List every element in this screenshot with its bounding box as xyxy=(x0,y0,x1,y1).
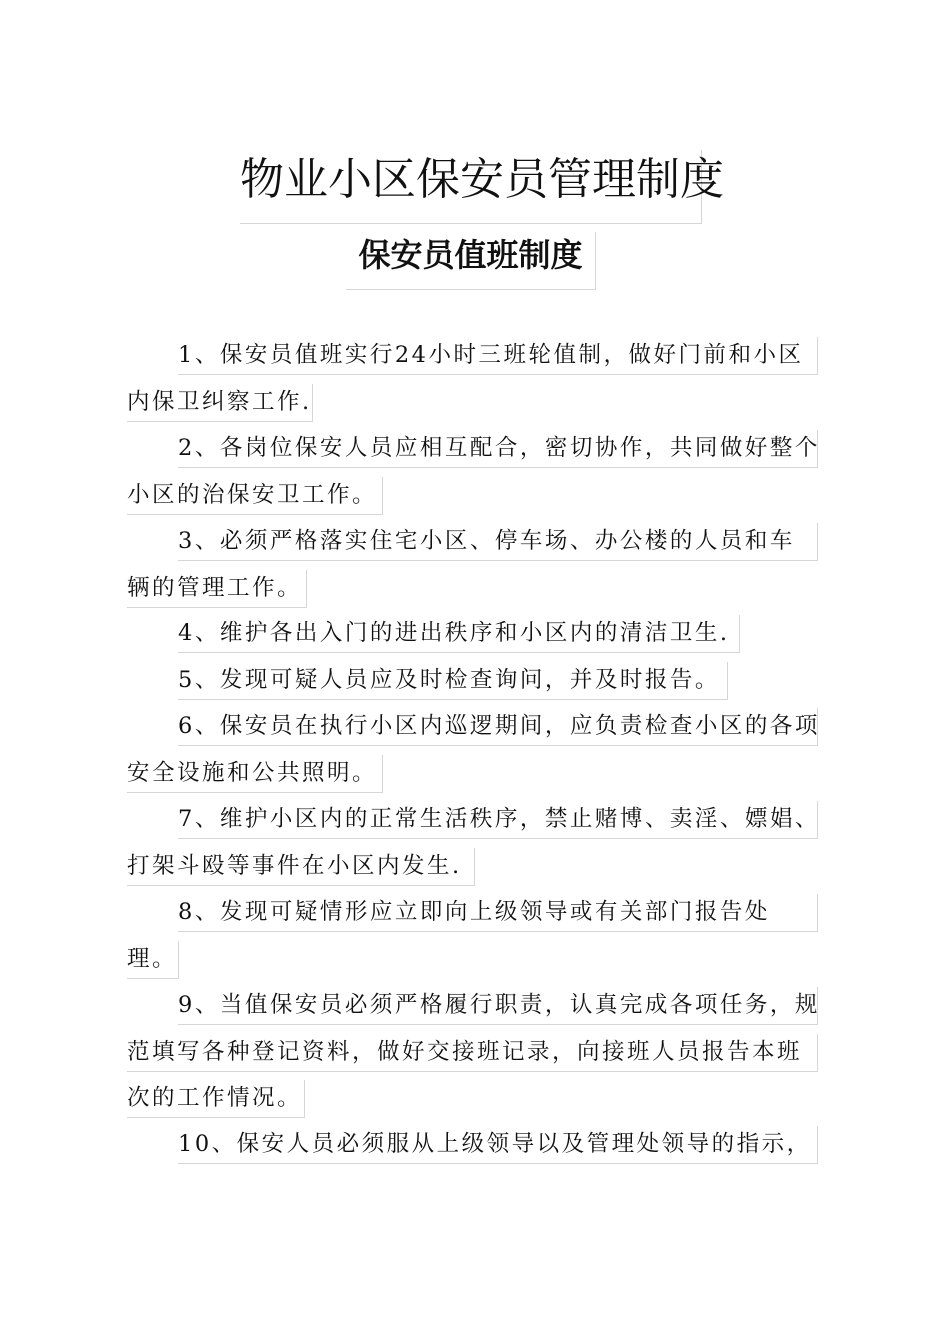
paragraph-line: 7、维护小区内的正常生活秩序，禁止赌博、卖淫、嫖娼、 xyxy=(178,801,818,839)
paragraph-line: 10、保安人员必须服从上级领导以及管理处领导的指示， xyxy=(178,1126,818,1164)
paragraph-line: 5、发现可疑人员应及时检查询问，并及时报告。 xyxy=(178,662,728,700)
paragraph-line: 安全设施和公共照明。 xyxy=(127,755,383,793)
paragraph-line: 9、当值保安员必须严格履行职责，认真完成各项任务，规 xyxy=(178,987,818,1025)
paragraph-line: 3、必须严格落实住宅小区、停车场、办公楼的人员和车 xyxy=(178,523,818,561)
paragraph-line: 内保卫纠察工作. xyxy=(127,384,313,422)
paragraph-line: 次的工作情况。 xyxy=(127,1080,305,1118)
paragraph-line: 4、维护各出入门的进出秩序和小区内的清洁卫生. xyxy=(178,615,740,653)
paragraph-line: 2、各岗位保安人员应相互配合，密切协作，共同做好整个 xyxy=(178,430,818,468)
paragraph-line: 辆的管理工作。 xyxy=(127,570,307,608)
paragraph-line: 小区的治保安卫工作。 xyxy=(127,477,383,515)
document-title: 物业小区保安员管理制度 xyxy=(240,150,702,224)
paragraph-line: 6、保安员在执行小区内巡逻期间，应负责检查小区的各项 xyxy=(178,708,818,746)
paragraph-line: 范填写各种登记资料，做好交接班记录，向接班人员报告本班 xyxy=(127,1034,818,1072)
paragraph-line: 打架斗殴等事件在小区内发生. xyxy=(127,848,475,886)
document-subtitle: 保安员值班制度 xyxy=(346,232,596,290)
paragraph-line: 1、保安员值班实行24小时三班轮值制，做好门前和小区 xyxy=(178,337,818,375)
paragraph-line: 理。 xyxy=(127,941,179,979)
paragraph-line: 8、发现可疑情形应立即向上级领导或有关部门报告处 xyxy=(178,894,818,932)
